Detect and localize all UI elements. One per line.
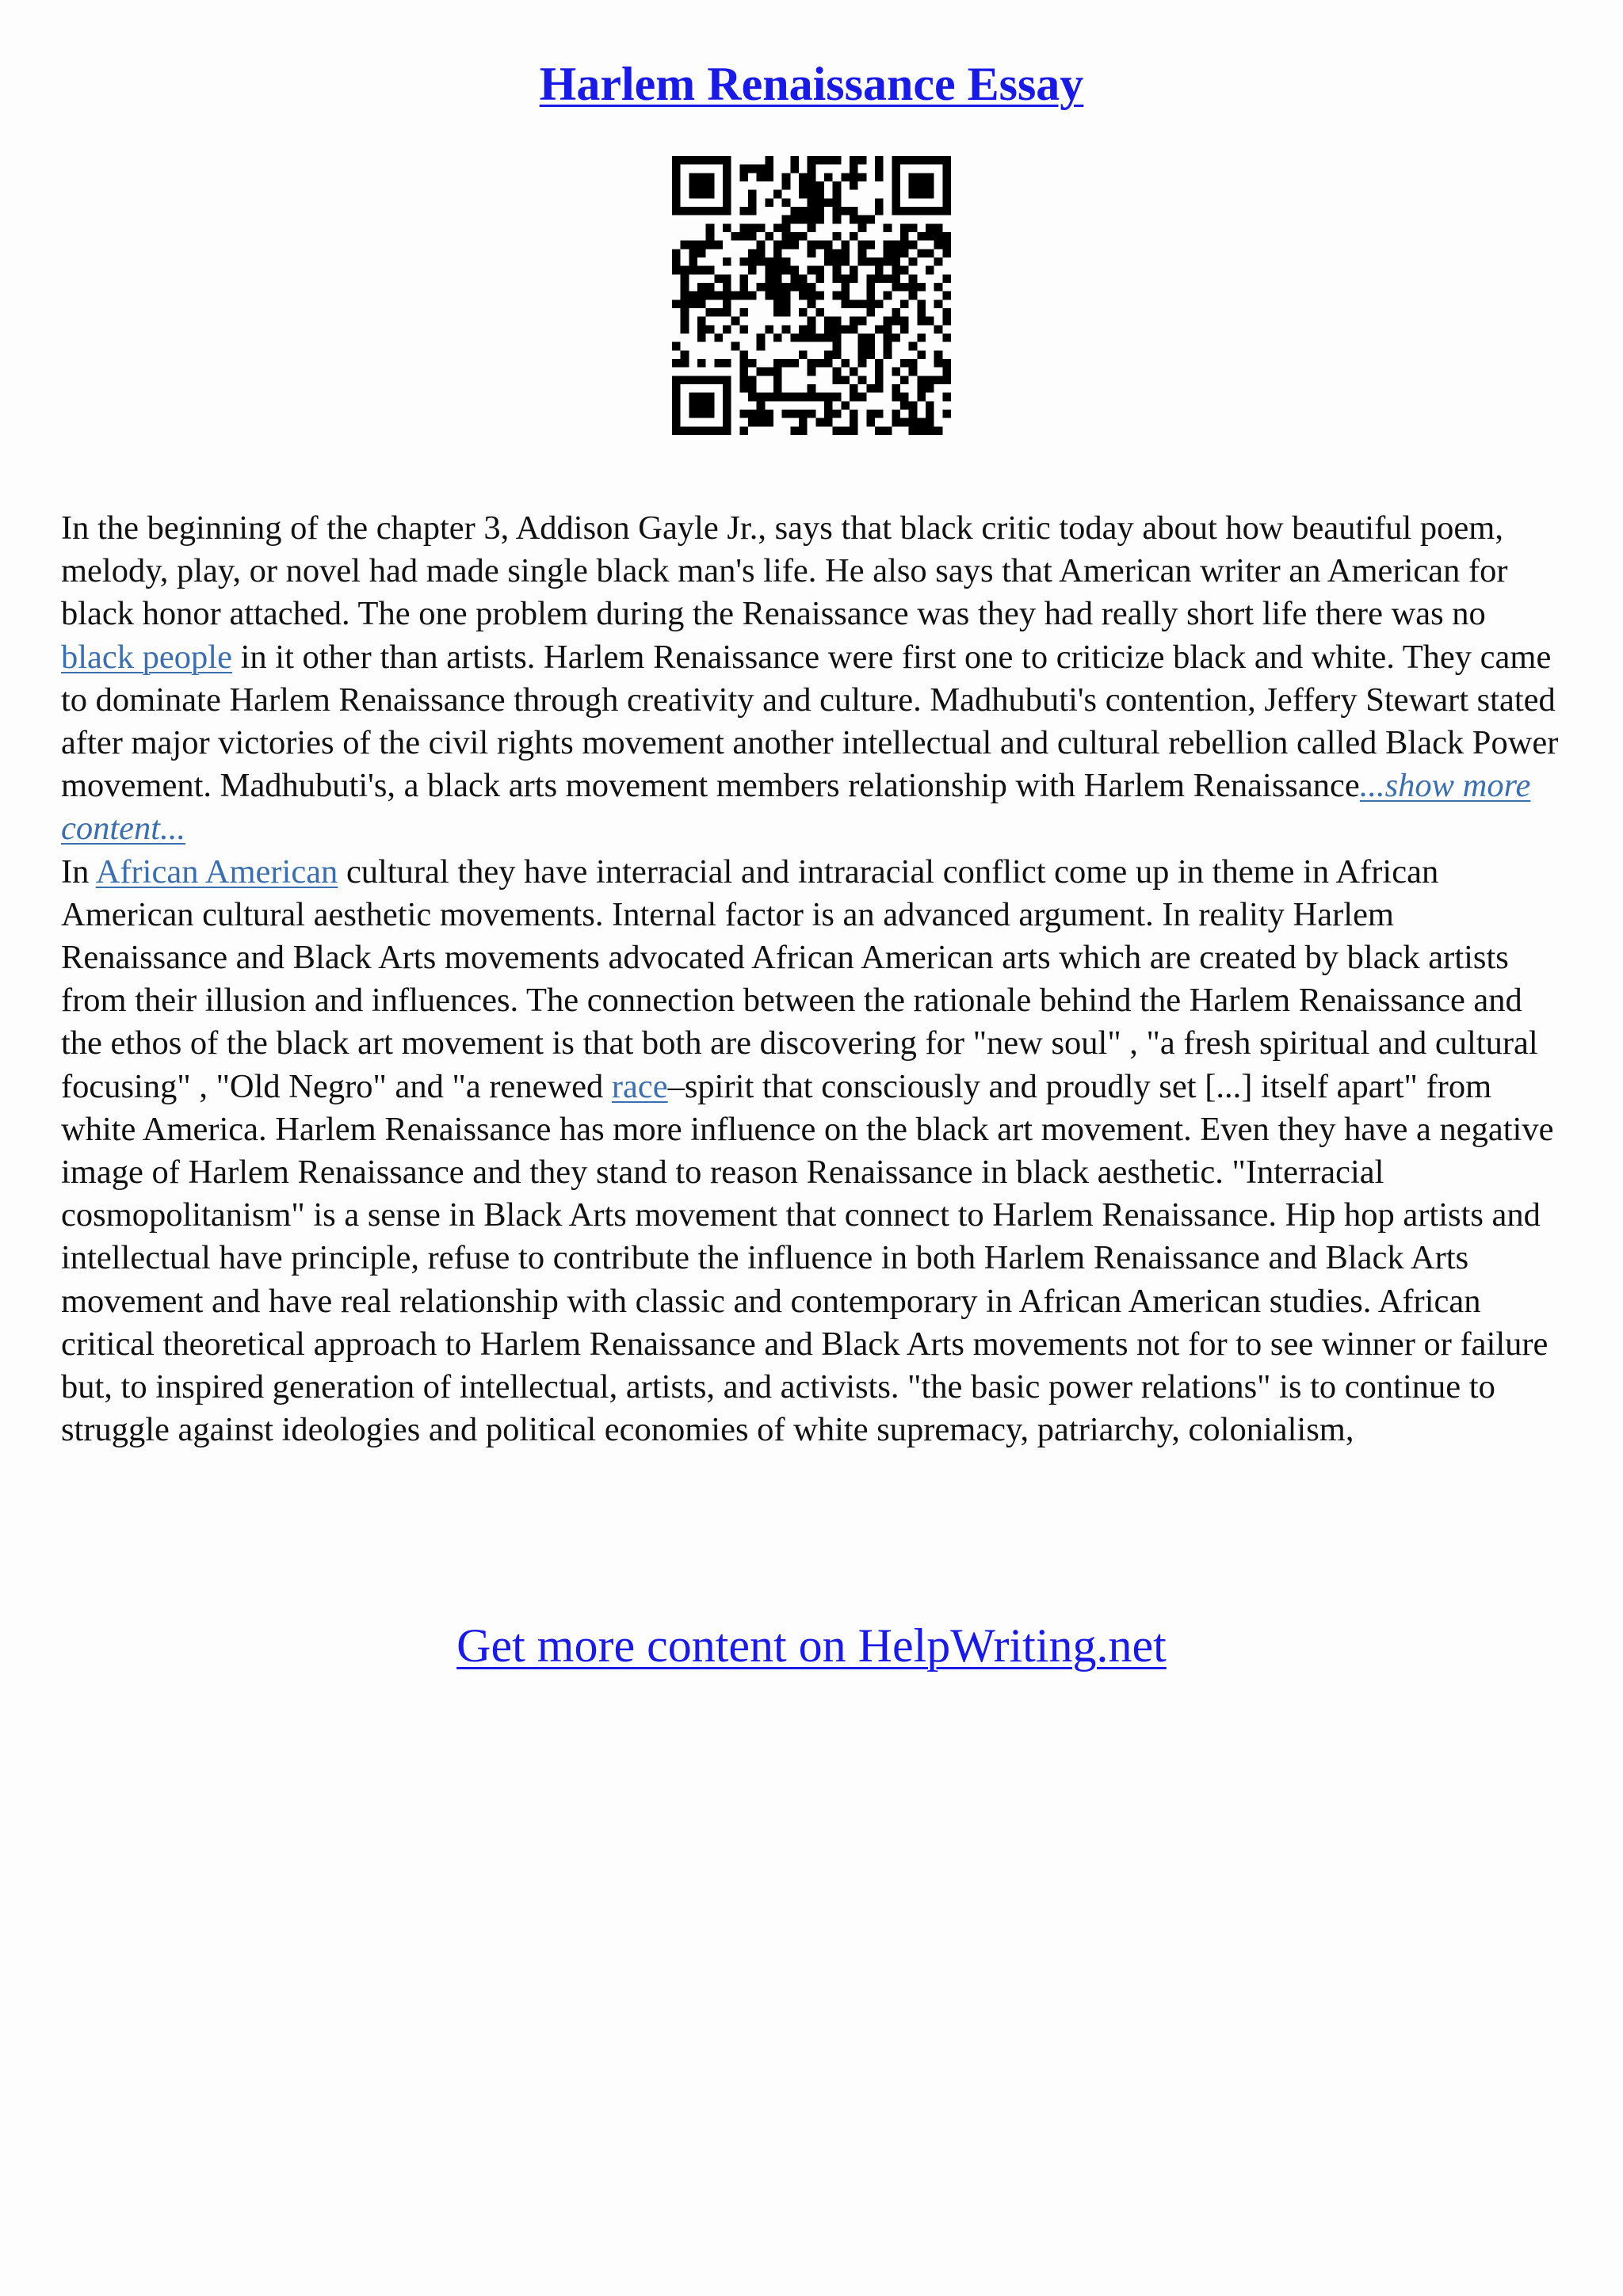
paragraph-2-text-a: In (61, 852, 96, 891)
paragraph-1-text-a: In the beginning of the chapter 3, Addison Gayle Jr., says that black critic today about how beautiful poem, melody, play, or novel had made single black man's life. He also says that American writer an American for black honor attached. The one problem during the Renaissance was they had really short life there was no (61, 509, 1508, 633)
footer-container (0, 1619, 1623, 1673)
race-link[interactable]: race (611, 1067, 668, 1105)
black-people-link[interactable]: black people (61, 638, 232, 676)
helpwriting-link[interactable]: Get more content on HelpWriting.net (456, 1619, 1167, 1672)
essay-paragraph-2 (61, 851, 1559, 1452)
paragraph-2-text-b: cultural they have interracial and intraracial conflict come up in theme in African American cultural aesthetic movements. Internal factor is an advanced argument. In reality Harlem Renaissance and Black Arts movements advocated African American arts which are created by black artists from their illusion and influences. The connection between the rationale behind the Harlem Renaissance and the ethos of the black art movement is that both are discovering for "new soul" , "a fresh spiritual and cultural focusing" , "Old Negro" and "a renewed (61, 852, 1538, 1105)
paragraph-2-text-c: –spirit that consciously and proudly set [...] itself apart" from white America. Harlem Renaissance has more influence on the black art movement. Even they have a negative image of Harlem Renaissance and they stand to reason Renaissance in black aesthetic. "Interracial cosmopolitanism" is a sense in Black Arts movement that connect to Harlem Renaissance. Hip hop artists and intellectual have principle, refuse to contribute the influence in both Harlem Renaissance and Black Arts movement and have real relationship with classic and contemporary in African American studies. African critical theoretical approach to Harlem Renaissance and Black Arts movements not for to see winner or failure but, to inspired generation of intellectual, artists, and activists. "the basic power relations" is to continue to struggle against ideologies and political economies of white supremacy, patriarchy, colonialism, (61, 1067, 1554, 1449)
african-american-link[interactable]: African American (95, 852, 338, 891)
title-container (0, 57, 1623, 112)
essay-paragraph-1 (61, 507, 1559, 851)
paragraph-1-text-b: in it other than artists. Harlem Renaissance were first one to criticize black and white. They came to dominate Harlem Renaissance through creativity and culture. Madhubuti's contention, Jeffery Stewart stated after major victories of the civil rights movement another intellectual and cultural rebellion called Black Power movement. Madhubuti's, a black arts movement members relationship with Harlem Renaissance (61, 638, 1559, 805)
page-title-link[interactable]: Harlem Renaissance Essay (539, 58, 1084, 110)
essay-body (61, 507, 1559, 1451)
show-more-content-link[interactable]: ...show more content... (61, 767, 1531, 848)
qr-code-icon (672, 156, 951, 435)
